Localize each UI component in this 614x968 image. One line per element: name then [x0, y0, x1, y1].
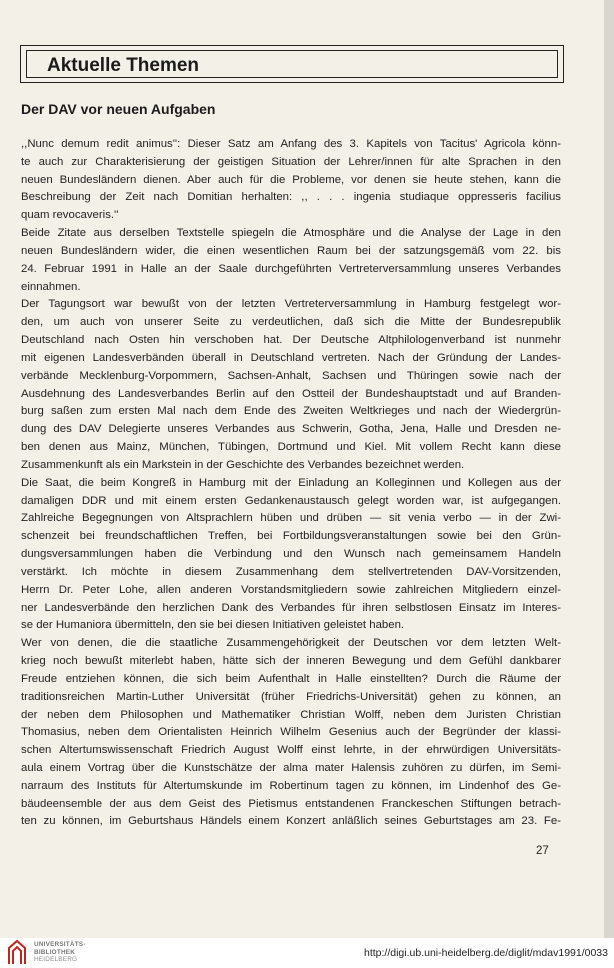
text-line: narraum des Instituts für Altertumskunde im Robertinum tagen zu können, im Lindenhof des Ge-	[21, 779, 561, 792]
text-line: krieg noch bewußt miterlebt haben, hätte sich der inneren Bewegung und dem Gefühl dankbarer	[21, 655, 561, 668]
text-line: Zahlreiche Begegnungen von Altsprachlern hüben und drüben — sit venia verbo — in der Zwi-	[21, 512, 561, 525]
section-header-inner-frame	[26, 50, 558, 78]
scan-edge	[604, 0, 614, 938]
text-line: Der Tagungsort war bewußt von der letzten Vertreterversammlung in Hamburg festgelegt wor-	[21, 298, 561, 311]
text-line: Die Saat, die beim Kongreß in Hamburg mit der Einladung an Kolleginnen und Kollegen aus der	[21, 476, 561, 489]
library-name-line3: HEIDELBERG	[34, 956, 78, 964]
text-line: ten zu können, im Geburtshaus Händels einem Konzert anläßlich seines Geburtstages am 23. Fe-	[21, 815, 561, 828]
text-line: den, um auch von unserer Seite zu verdeutlichen, daß sich die Mitte der Bundesrepublik	[21, 316, 561, 329]
section-header-box	[20, 45, 564, 83]
text-line: Ausdehnung des Landesverbandes Berlin auf den Ostteil der Bundeshauptstadt und auf Branden-	[21, 387, 561, 400]
text-line: schen Altertumswissenschaft Friedrich August Wolff einst lehrte, in der ehrwürdigen Universitäts-	[21, 744, 561, 757]
text-line: der neben dem Philosophen und Mathematiker Christian Wolff, neben dem Juristen Christian	[21, 708, 561, 721]
library-name-line1: UNIVERSITÄTS-	[34, 941, 86, 948]
text-line: dungsversammlungen haben die Verbindung und den Wunsch nach gemeinsamem Handeln	[21, 548, 561, 561]
article-title: Der DAV vor neuen Aufgaben	[21, 101, 216, 117]
footer-bar	[0, 938, 614, 968]
text-line: Thomasius, neben dem Orientalisten Heinrich Wilhelm Gesenius auch der Begründer der klassi-	[21, 726, 561, 739]
text-line: ner Landesverbände den herzlichen Dank des Verbandes für ihren selbstlosen Einsatz im Interes-	[21, 601, 561, 614]
text-line: se der Humaniora übermitteln, den sie bei diesen Initiativen geleistet haben.	[21, 619, 405, 632]
text-line: einnahmen.	[21, 280, 81, 293]
text-line: Wer von denen, die die staatliche Zusammengehörigkeit der Deutschen vor dem letzten Welt-	[21, 637, 561, 650]
article-body	[21, 136, 561, 831]
text-line: mit eigenen Landesverbänden überall in Deutschland vertreten. Nach der Gründung der Landes-	[21, 351, 561, 364]
text-line: verbände Mecklenburg-Vorpommern, Sachsen-Anhalt, Sachsen und Thüringen sowie nach der	[21, 369, 561, 382]
text-line: te auch zur Charakterisierung der geistigen Situation der Lehrer/innen für alte Sprachen in den	[21, 155, 561, 168]
text-line: Beide Zitate aus derselben Textstelle spiegeln die Atmosphäre und die Analyse der Lage in den	[21, 227, 561, 240]
library-logo-icon	[6, 939, 28, 965]
text-line: Freude entziehen können, die sich beim Aufenthalt in Halle einstellten? Durch die Räume der	[21, 672, 561, 685]
text-line: verstärkt. Ich möchte in diesem Zusammenhang dem stellvertretenden DAV-Vorsitzenden,	[21, 565, 561, 578]
text-line: neuen Bundesländern dienen. Aber auch für die Probleme, vor denen sie heute stehen, kann die	[21, 173, 561, 186]
page-number: 27	[536, 845, 549, 857]
section-title: Aktuelle Themen	[47, 55, 200, 76]
text-line: traditionsreichen Martin-Luther Universität (früher Friedrichs-Universität) gehen zu können, an	[21, 690, 561, 703]
text-line: damaligen DDR und mit einem ersten Gedankenaustausch gelegt worden war, ist aufgegangen.	[21, 494, 561, 507]
text-line: Beschreibung der Zeit nach Domitian herhalten: ,, . . . ingenia studiaque oppresseris facilius	[21, 191, 561, 204]
text-line: bäudeensemble der aus dem Geist des Pietismus entstandenen Franckeschen Stiftungen betrach-	[21, 797, 561, 810]
text-line: quam revocaveris.''	[21, 209, 119, 222]
source-url-link[interactable]: http://digi.ub.uni-heidelberg.de/diglit/mdav1991/0033	[363, 947, 608, 959]
text-line: ,,Nunc demum redit animus'': Dieser Satz am Anfang des 3. Kapitels von Tacitus' Agricola könn-	[21, 138, 561, 150]
text-line: Herrn Dr. Peter Lohe, allen anderen Vorstandsmitgliedern sowie zahlreichen Mitgliedern einzel-	[21, 583, 561, 596]
text-line: Zusammenkunft als ein Markstein in der Geschichte des Verbandes bezeichnet werden.	[21, 458, 465, 471]
library-name	[34, 941, 86, 964]
text-line: burg saßen zum ersten Mal nach dem Ende des Zweiten Weltkrieges und nach der Wiedergrün-	[21, 405, 561, 418]
text-line: schenzeit bei freundschaftlichen Treffen, bei Fortbildungsveranstaltungen sowie bei den Grün-	[21, 530, 561, 543]
library-name-line2: BIBLIOTHEK	[34, 948, 76, 956]
text-line: aula einem Vortrag über die Kunstschätze der alma mater Halensis zuhören zu dürfen, im Semi-	[21, 761, 561, 774]
text-line: neuen Bundesländern wider, die einen wesentlichen Raum bei der satzungsgemäß vom 22. bis	[21, 244, 561, 257]
text-line: dung des DAV Delegierte unseres Verbandes aus Schwerin, Gotha, Jena, Halle und Dresden ne-	[21, 423, 561, 436]
text-line: ben denen aus Mainz, München, Tübingen, Dortmund und Kiel. Mit vollem Recht kann diese	[21, 441, 561, 454]
text-line: Deutschland nach Osten hin verschoben hat. Der Deutsche Altphilologenverband ist nunmehr	[21, 334, 561, 347]
text-line: 24. Februar 1991 in Halle an der Saale durchgeführten Vertreterversammlung unseres Verbandes	[21, 262, 561, 275]
